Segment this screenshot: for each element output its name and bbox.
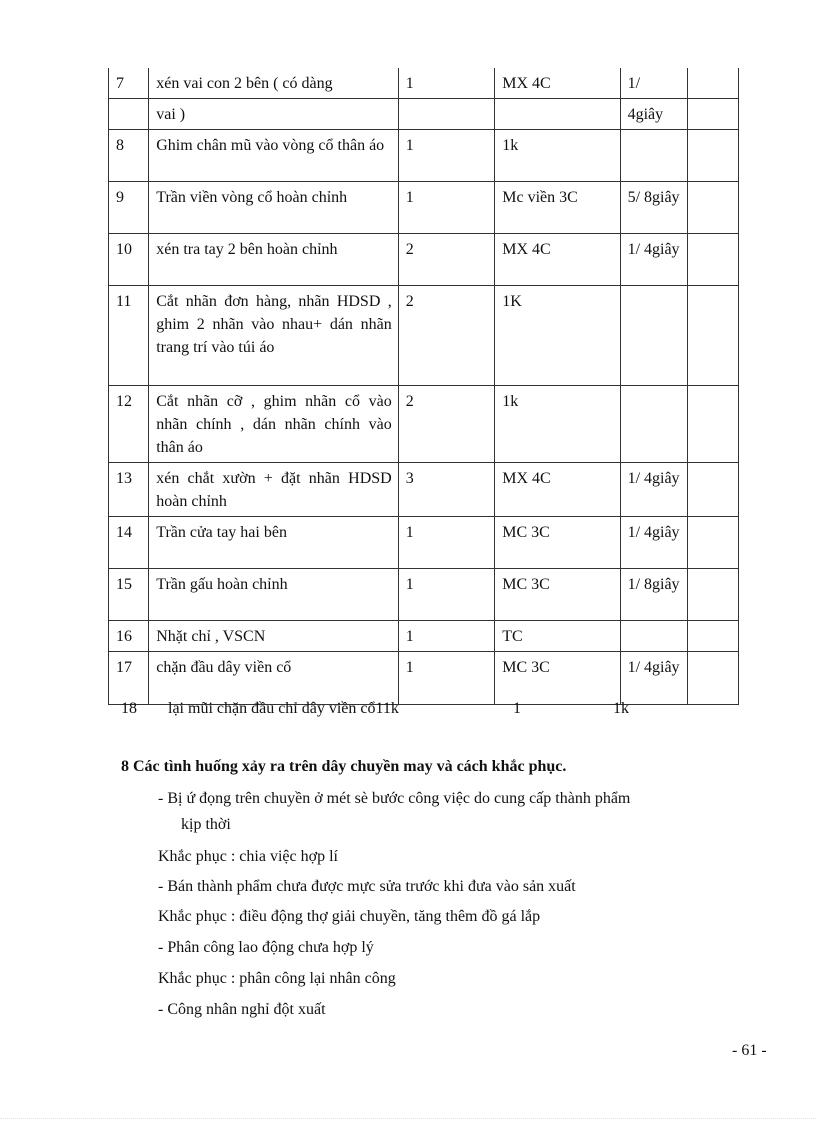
cell-time: 1/ 4giây bbox=[620, 652, 688, 705]
table-row bbox=[109, 234, 739, 286]
cell-extra bbox=[688, 517, 739, 569]
cell-machine: 1K bbox=[495, 286, 620, 386]
row18-qty: 1 bbox=[513, 700, 521, 717]
page-number: - 61 - bbox=[732, 1042, 767, 1059]
cell-time bbox=[620, 386, 688, 463]
section-heading: 8 Các tình huống xảy ra trên dây chuyền may và cách khắc phục. bbox=[121, 758, 567, 775]
cell-extra bbox=[688, 463, 739, 517]
table-row bbox=[109, 99, 739, 130]
cell-no: 16 bbox=[109, 621, 149, 652]
table-row bbox=[109, 130, 739, 182]
paragraph-line: kịp thời bbox=[181, 816, 231, 833]
cell-task: xén vai con 2 bên ( có dàng bbox=[149, 68, 398, 99]
paragraph-line: - Phân công lao động chưa hợp lý bbox=[158, 939, 374, 956]
cell-qty: 1 bbox=[398, 130, 495, 182]
cell-extra bbox=[688, 621, 739, 652]
process-table bbox=[108, 68, 739, 705]
table-overflow-row bbox=[0, 700, 816, 724]
cell-qty bbox=[398, 99, 495, 130]
table-row bbox=[109, 386, 739, 463]
row18-machine: 1k bbox=[613, 700, 629, 717]
cell-task: Trần viền vòng cổ hoàn chỉnh bbox=[149, 182, 398, 234]
paragraph-line: Khắc phục : điều động thợ giải chuyền, tăng thêm đồ gá lắp bbox=[158, 908, 541, 925]
cell-machine: 1k bbox=[495, 386, 620, 463]
cell-no: 14 bbox=[109, 517, 149, 569]
cell-extra bbox=[688, 130, 739, 182]
cell-extra bbox=[688, 68, 739, 99]
cell-extra bbox=[688, 286, 739, 386]
paragraph-line: - Bị ứ đọng trên chuyền ở mét sè bước công việc do cung cấp thành phẩm bbox=[158, 790, 631, 807]
cell-machine: MX 4C bbox=[495, 234, 620, 286]
cell-machine: Mc viền 3C bbox=[495, 182, 620, 234]
cell-time: 1/ 4giây bbox=[620, 517, 688, 569]
cell-time: 1/ 4giây bbox=[620, 463, 688, 517]
cell-time: 4giây bbox=[620, 99, 688, 130]
cell-task: Trần gấu hoàn chỉnh bbox=[149, 569, 398, 621]
cell-time: 1/ bbox=[620, 68, 688, 99]
cell-task: Ghim chân mũ vào vòng cổ thân áo bbox=[149, 130, 398, 182]
row18-task: lại mũi chặn đầu chỉ dây viền cổ11k bbox=[168, 700, 399, 717]
cell-task: Cắt nhãn cỡ , ghim nhãn cổ vào nhãn chính , dán nhãn chính vào thân áo bbox=[149, 386, 398, 463]
cell-time: 1/ 8giây bbox=[620, 569, 688, 621]
table-row bbox=[109, 621, 739, 652]
table-row bbox=[109, 68, 739, 99]
cell-no: 17 bbox=[109, 652, 149, 705]
cell-task: xén tra tay 2 bên hoàn chỉnh bbox=[149, 234, 398, 286]
row18-no: 18 bbox=[121, 700, 137, 717]
paragraph-line: - Bán thành phẩm chưa được mực sửa trước khi đưa vào sản xuất bbox=[158, 878, 576, 895]
cell-task: Nhặt chỉ , VSCN bbox=[149, 621, 398, 652]
cell-qty: 3 bbox=[398, 463, 495, 517]
cell-machine: MX 4C bbox=[495, 68, 620, 99]
cell-machine: 1k bbox=[495, 130, 620, 182]
cell-no: 8 bbox=[109, 130, 149, 182]
cell-no: 11 bbox=[109, 286, 149, 386]
cell-extra bbox=[688, 569, 739, 621]
table-row bbox=[109, 182, 739, 234]
cell-qty: 1 bbox=[398, 652, 495, 705]
cell-machine: MC 3C bbox=[495, 652, 620, 705]
cell-machine bbox=[495, 99, 620, 130]
cell-task: xén chắt xườn + đặt nhãn HDSD hoàn chỉnh bbox=[149, 463, 398, 517]
cell-time bbox=[620, 286, 688, 386]
cell-no: 7 bbox=[109, 68, 149, 99]
cell-time bbox=[620, 621, 688, 652]
cell-no: 10 bbox=[109, 234, 149, 286]
cell-qty: 2 bbox=[398, 386, 495, 463]
cell-qty: 1 bbox=[398, 182, 495, 234]
cell-no: 13 bbox=[109, 463, 149, 517]
cell-qty: 1 bbox=[398, 517, 495, 569]
table-row bbox=[109, 517, 739, 569]
cell-extra bbox=[688, 234, 739, 286]
paragraph-line: - Công nhân nghỉ đột xuất bbox=[158, 1001, 326, 1018]
cell-qty: 2 bbox=[398, 286, 495, 386]
cell-qty: 2 bbox=[398, 234, 495, 286]
cell-no: 12 bbox=[109, 386, 149, 463]
cell-machine: TC bbox=[495, 621, 620, 652]
table-row bbox=[109, 286, 739, 386]
cell-no: 9 bbox=[109, 182, 149, 234]
table-row bbox=[109, 463, 739, 517]
table-row bbox=[109, 652, 739, 705]
cell-task: vai ) bbox=[149, 99, 398, 130]
cell-no bbox=[109, 99, 149, 130]
cell-extra bbox=[688, 182, 739, 234]
paragraph-line: Khắc phục : chia việc hợp lí bbox=[158, 848, 338, 865]
page-bottom-rule bbox=[0, 1118, 816, 1119]
cell-task: chặn đầu dây viền cổ bbox=[149, 652, 398, 705]
cell-no: 15 bbox=[109, 569, 149, 621]
cell-machine: MC 3C bbox=[495, 569, 620, 621]
table-row bbox=[109, 569, 739, 621]
cell-extra bbox=[688, 386, 739, 463]
cell-time: 1/ 4giây bbox=[620, 234, 688, 286]
cell-time bbox=[620, 130, 688, 182]
cell-machine: MX 4C bbox=[495, 463, 620, 517]
cell-time: 5/ 8giây bbox=[620, 182, 688, 234]
cell-extra bbox=[688, 652, 739, 705]
cell-machine: MC 3C bbox=[495, 517, 620, 569]
cell-task: Trần cửa tay hai bên bbox=[149, 517, 398, 569]
cell-extra bbox=[688, 99, 739, 130]
cell-qty: 1 bbox=[398, 621, 495, 652]
cell-qty: 1 bbox=[398, 569, 495, 621]
cell-qty: 1 bbox=[398, 68, 495, 99]
cell-task: Cắt nhãn đơn hàng, nhãn HDSD , ghim 2 nhãn vào nhau+ dán nhãn trang trí vào túi áo bbox=[149, 286, 398, 386]
paragraph-line: Khắc phục : phân công lại nhân công bbox=[158, 970, 396, 987]
